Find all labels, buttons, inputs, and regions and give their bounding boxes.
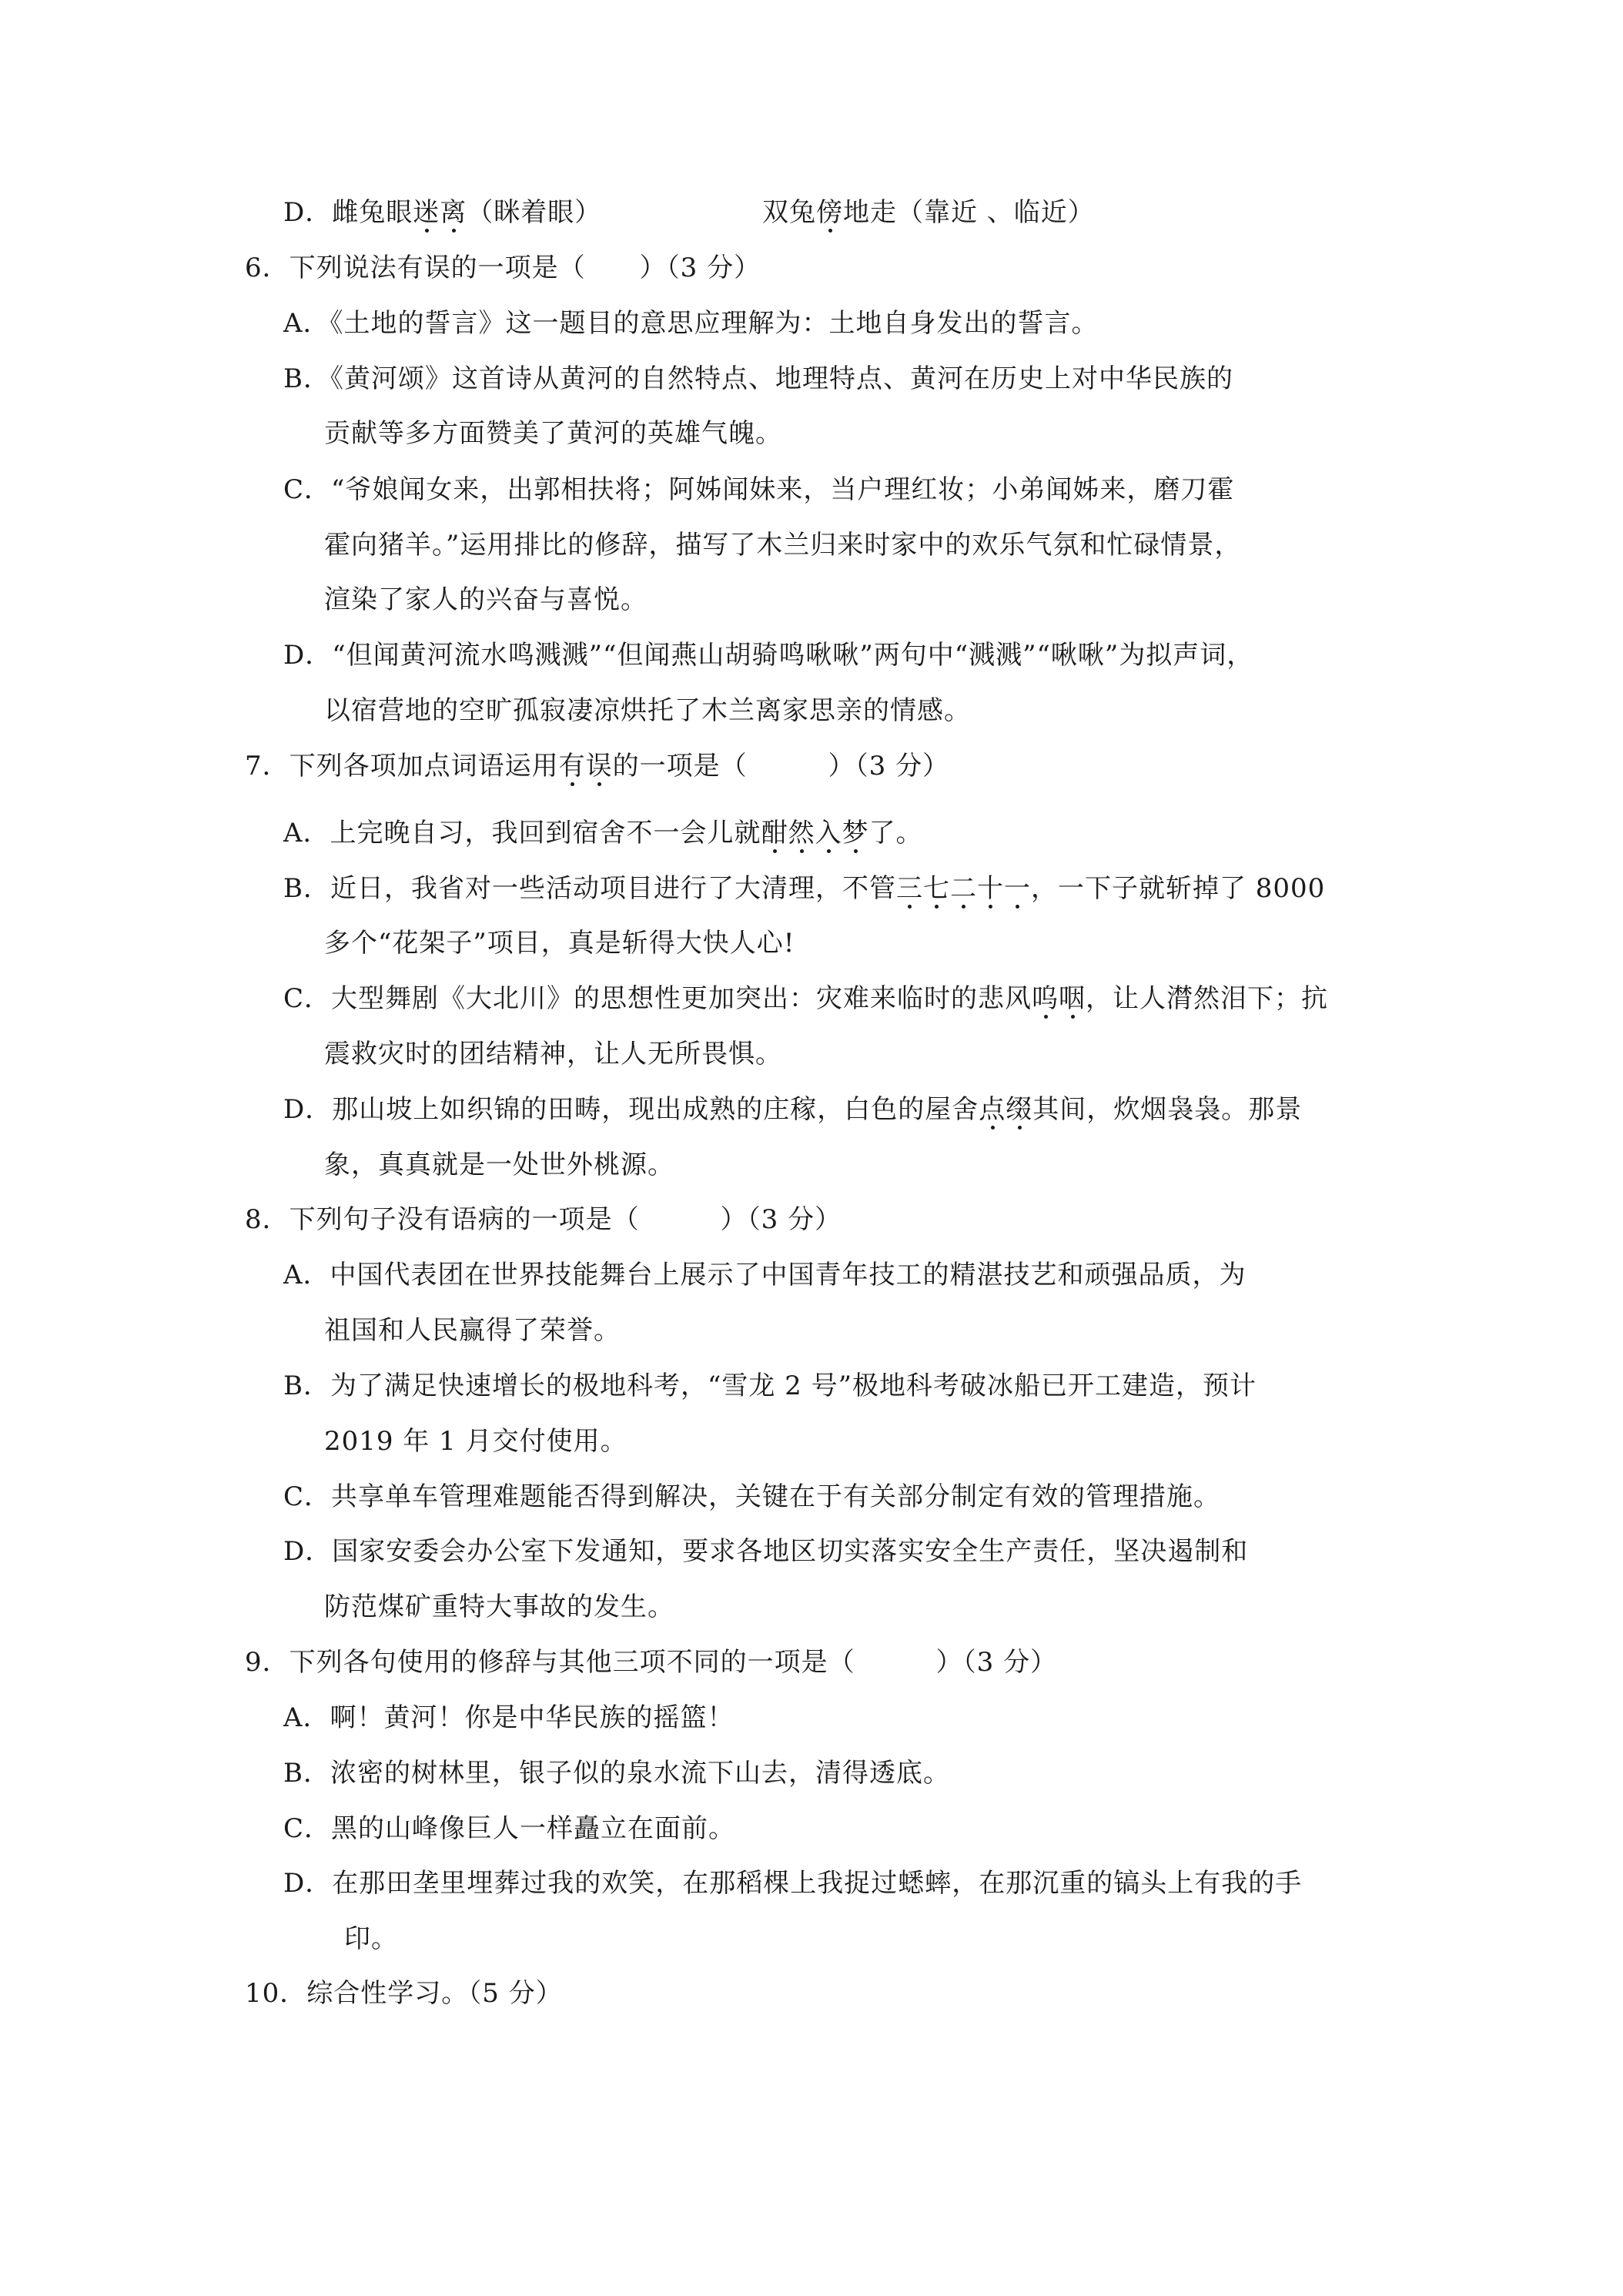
dotted-char: 呜 [1032,983,1059,1014]
q9-option-d-cont: 印。 [344,1923,398,1954]
q7-option-b: B．近日，我省对一些活动项目进行了大清理，不管三七二十一，一下子就斩掉了 8000 [283,873,1326,904]
question-7-stem: 7．下列各项加点词语运用有误的一项是（ ）（3 分） [245,751,950,782]
q6-option-b: B．《黄河颂》这首诗从黄河的自然特点、地理特点、黄河在历史上对中华民族的 [283,363,1233,394]
q5-option-d-part2: 双兔傍地走（靠近 、临近） [762,197,1095,228]
dotted-char: 入 [815,818,842,848]
dotted-char: 酣 [761,818,788,848]
question-6-stem: 6．下列说法有误的一项是（ ）（3 分） [245,253,761,283]
dotted-char: 咽 [1059,983,1086,1014]
dotted-char: 离 [440,197,467,228]
dotted-char: 缀 [1006,1094,1033,1125]
q9-option-c: C．黑的山峰像巨人一样矗立在面前。 [283,1813,736,1844]
q6-option-c: C．“爷娘闻女来，出郭相扶将；阿姊闻妹来，当户理红妆；小弟闻姊来，磨刀霍 [283,474,1235,505]
q9-option-d: D．在那田垄里埋葬过我的欢笑，在那稻棵上我捉过蟋蟀，在那沉重的镐头上有我的手 [283,1868,1303,1899]
dotted-char: 七 [922,873,950,904]
q9-option-a: A．啊！黄河！你是中华民族的摇篮！ [283,1702,735,1733]
q8-option-b-cont: 2019 年 1 月交付使用。 [324,1426,627,1457]
q8-option-b: B．为了满足快速增长的极地科考，“雪龙 2 号”极地科考破冰船已开工建造，预计 [283,1371,1257,1401]
q6-option-a: A．《土地的誓言》这一题目的意思应理解为：土地自身发出的誓言。 [283,308,1099,339]
q5-option-d: D．雌兔眼迷离（眯着眼） [283,197,602,228]
q6-option-c-cont1: 霍向猪羊。”运用排比的修辞，描写了木兰归来时家中的欢乐气氛和忙碌情景， [324,530,1242,561]
q8-option-c: C．共享单车管理难题能否得到解决，关键在于有关部分制定有效的管理措施。 [283,1481,1221,1512]
q7-option-c: C．大型舞剧《大北川》的思想性更加突出：灾难来临时的悲风呜咽，让人潸然泪下；抗 [283,983,1329,1014]
q6-option-b-cont: 贡献等多方面赞美了黄河的英雄气魄。 [324,418,782,449]
q8-option-d: D．国家安委会办公室下发通知，要求各地区切实落实安全生产责任，坚决遏制和 [283,1536,1249,1567]
q8-option-a-cont: 祖国和人民赢得了荣誉。 [324,1315,621,1346]
q7-option-c-cont: 震救灾时的团结精神，让人无所畏惧。 [324,1039,782,1069]
q6-option-d: D．“但闻黄河流水鸣溅溅”“但闻燕山胡骑鸣啾啾”两句中“溅溅”“啾啾”为拟声词， [283,640,1254,671]
dotted-char: 有 [558,751,586,782]
dotted-char: 迷 [413,197,440,228]
q6-option-d-cont: 以宿营地的空旷孤寂凄凉烘托了木兰离家思亲的情感。 [324,695,971,726]
q7-option-b-cont: 多个“花架子”项目，真是斩得大快人心! [324,928,795,959]
dotted-char: 然 [788,818,815,848]
dotted-char: 点 [979,1094,1006,1125]
q8-option-a: A．中国代表团在世界技能舞台上展示了中国青年技工的精湛技艺和顽强品质，为 [283,1260,1247,1290]
question-10-stem: 10．综合性学习。（5 分） [245,1978,563,2009]
dotted-char: 误 [585,751,613,782]
question-9-stem: 9．下列各句使用的修辞与其他三项不同的一项是（ ）（3 分） [245,1647,1058,1678]
q7-option-d-cont: 象，真真就是一处世外桃源。 [324,1150,674,1180]
dotted-char: 三 [895,873,923,904]
dotted-char: 十 [976,873,1004,904]
dotted-char: 傍 [816,197,843,228]
q6-option-c-cont2: 渲染了家人的兴奋与喜悦。 [324,584,648,615]
q9-option-b: B．浓密的树林里，银子似的泉水流下山去，清得透底。 [283,1758,950,1789]
q7-option-d: D．那山坡上如织锦的田畴，现出成熟的庄稼，白色的屋舍点缀其间，炊烟袅袅。那景 [283,1094,1303,1125]
dotted-char: 一 [1003,873,1031,904]
dotted-char: 二 [949,873,977,904]
question-8-stem: 8．下列句子没有语病的一项是（ ）（3 分） [245,1204,842,1235]
q7-option-a: A．上完晚自习，我回到宿舍不一会儿就酣然入梦了。 [283,818,923,848]
q8-option-d-cont: 防范煤矿重特大事故的发生。 [324,1591,674,1622]
dotted-char: 梦 [842,818,869,848]
